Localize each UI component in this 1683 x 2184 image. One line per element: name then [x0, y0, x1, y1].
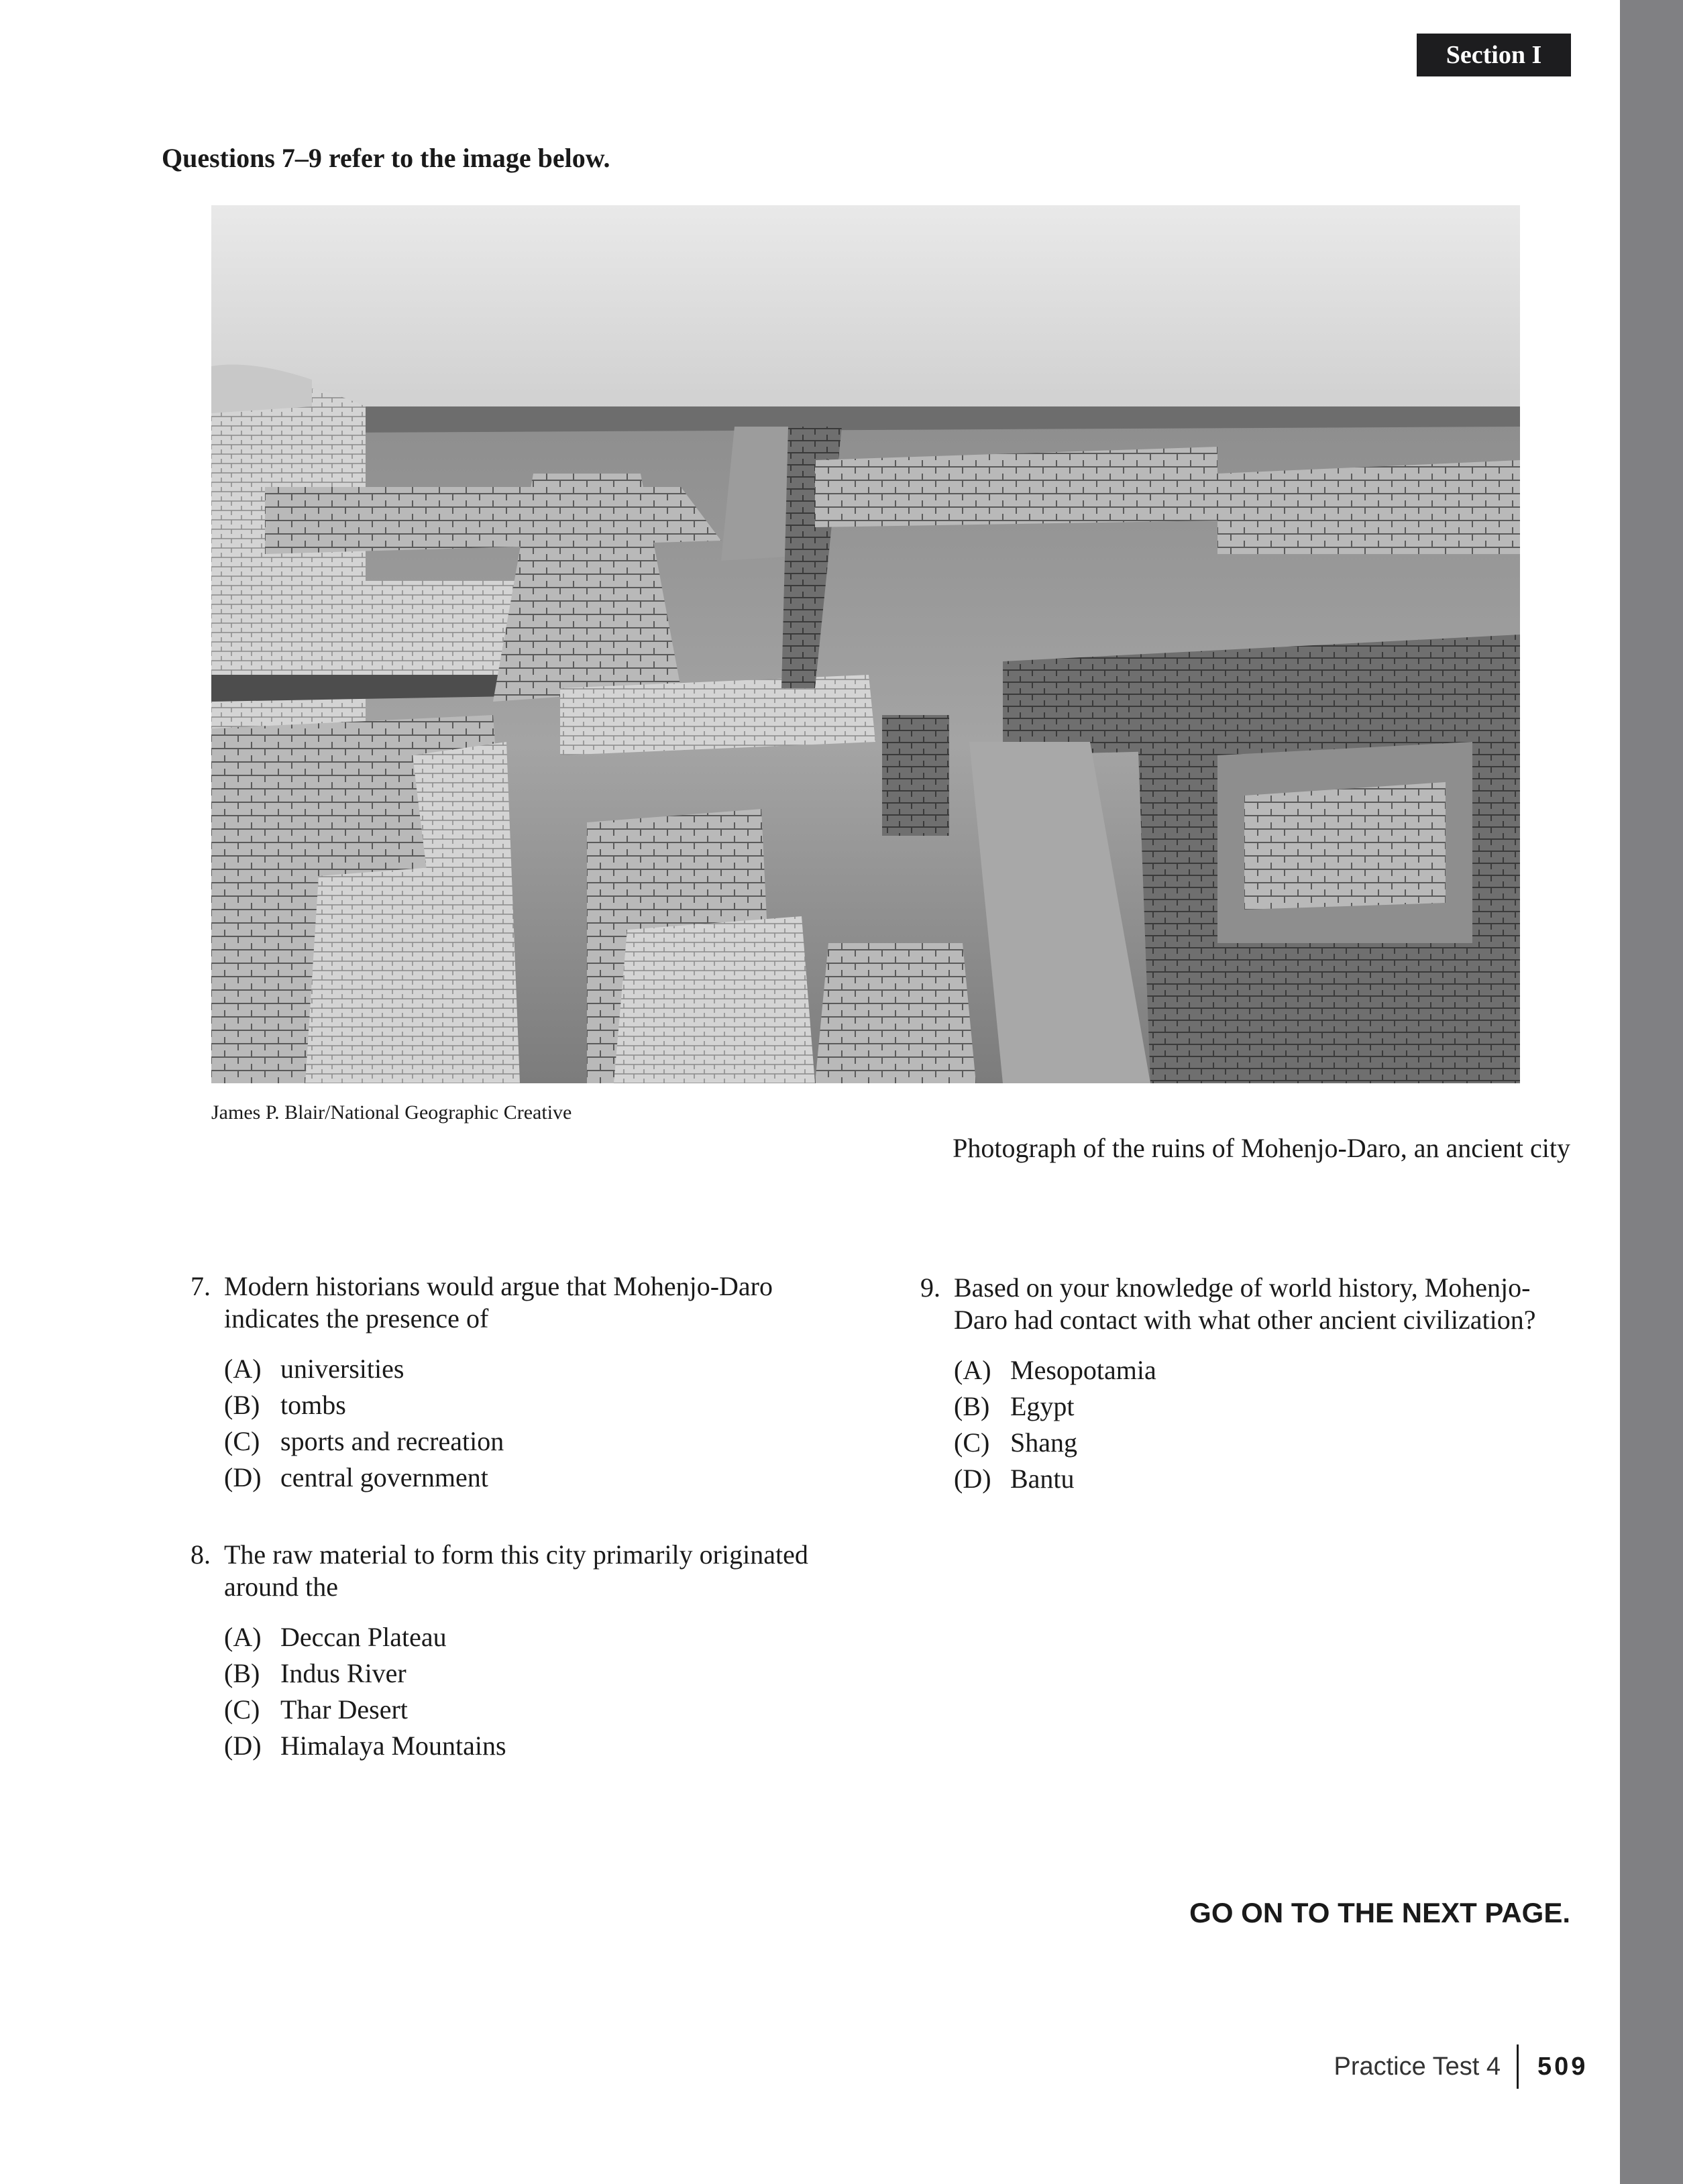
question-9-text: Based on your knowledge of world history, Mohenjo-Daro had contact with what other ancient civilization?	[954, 1272, 1536, 1335]
question-7-choices	[224, 1351, 834, 1496]
choice-9b[interactable]	[954, 1388, 1548, 1425]
footer-test-label: Practice Test 4	[1334, 2053, 1501, 2081]
question-8-stem	[191, 1539, 834, 1603]
choice-text: Egypt	[1010, 1391, 1075, 1421]
question-7-stem	[191, 1270, 834, 1335]
choice-letter: (B)	[224, 1658, 260, 1688]
choice-letter: (C)	[224, 1426, 260, 1456]
choice-letter: (A)	[224, 1354, 262, 1384]
choice-text: Thar Desert	[280, 1694, 408, 1725]
question-9-stem	[920, 1272, 1548, 1336]
question-8	[191, 1539, 834, 1764]
choice-8a[interactable]	[224, 1619, 834, 1655]
question-9-choices	[954, 1352, 1548, 1497]
question-8-number: 8.	[191, 1539, 211, 1570]
choice-9c[interactable]	[954, 1425, 1548, 1461]
question-9	[920, 1272, 1548, 1497]
question-8-text: The raw material to form this city primarily originated around the	[224, 1539, 808, 1602]
choice-letter: (C)	[954, 1427, 990, 1458]
choice-text: Himalaya Mountains	[280, 1731, 506, 1761]
choice-7b[interactable]	[224, 1387, 834, 1423]
choice-text: Deccan Plateau	[280, 1622, 447, 1652]
choice-7d[interactable]	[224, 1460, 834, 1496]
question-7-text: Modern historians would argue that Mohenjo-Daro indicates the presence of	[224, 1271, 773, 1333]
ruins-photograph-illustration	[211, 205, 1520, 1083]
footer-divider	[1517, 2044, 1519, 2089]
choice-text: central government	[280, 1462, 488, 1492]
choice-letter: (B)	[954, 1391, 990, 1421]
choice-text: Shang	[1010, 1427, 1077, 1458]
page-edge-bar	[1620, 0, 1683, 2184]
choice-letter: (A)	[954, 1355, 991, 1385]
page-number: 509	[1537, 2053, 1588, 2081]
choice-text: tombs	[280, 1390, 346, 1420]
choice-letter: (C)	[224, 1694, 260, 1725]
choice-text: universities	[280, 1354, 404, 1384]
choice-text: Indus River	[280, 1658, 406, 1688]
choice-8c[interactable]	[224, 1692, 834, 1728]
next-page-instruction: GO ON TO THE NEXT PAGE.	[1189, 1897, 1570, 1928]
choice-letter: (D)	[954, 1464, 991, 1494]
question-8-choices	[224, 1619, 834, 1764]
photo-caption: Photograph of the ruins of Mohenjo-Daro, an ancient city	[953, 1133, 1570, 1163]
choice-letter: (B)	[224, 1390, 260, 1420]
question-7-number: 7.	[191, 1271, 211, 1301]
ruins-photograph	[211, 205, 1520, 1083]
choice-7c[interactable]	[224, 1423, 834, 1460]
choice-9a[interactable]	[954, 1352, 1548, 1388]
choice-letter: (D)	[224, 1462, 262, 1492]
choice-8b[interactable]	[224, 1655, 834, 1692]
questions-intro: Questions 7–9 refer to the image below.	[162, 143, 610, 173]
choice-text: Bantu	[1010, 1464, 1075, 1494]
photo-credit: James P. Blair/National Geographic Creative	[211, 1101, 572, 1124]
choice-text: Mesopotamia	[1010, 1355, 1156, 1385]
section-label: Section I	[1417, 34, 1571, 76]
choice-letter: (A)	[224, 1622, 262, 1652]
question-7	[191, 1270, 834, 1496]
choice-text: sports and recreation	[280, 1426, 504, 1456]
choice-9d[interactable]	[954, 1461, 1548, 1497]
choice-8d[interactable]	[224, 1728, 834, 1764]
choice-7a[interactable]	[224, 1351, 834, 1387]
question-9-number: 9.	[920, 1272, 940, 1303]
choice-letter: (D)	[224, 1731, 262, 1761]
